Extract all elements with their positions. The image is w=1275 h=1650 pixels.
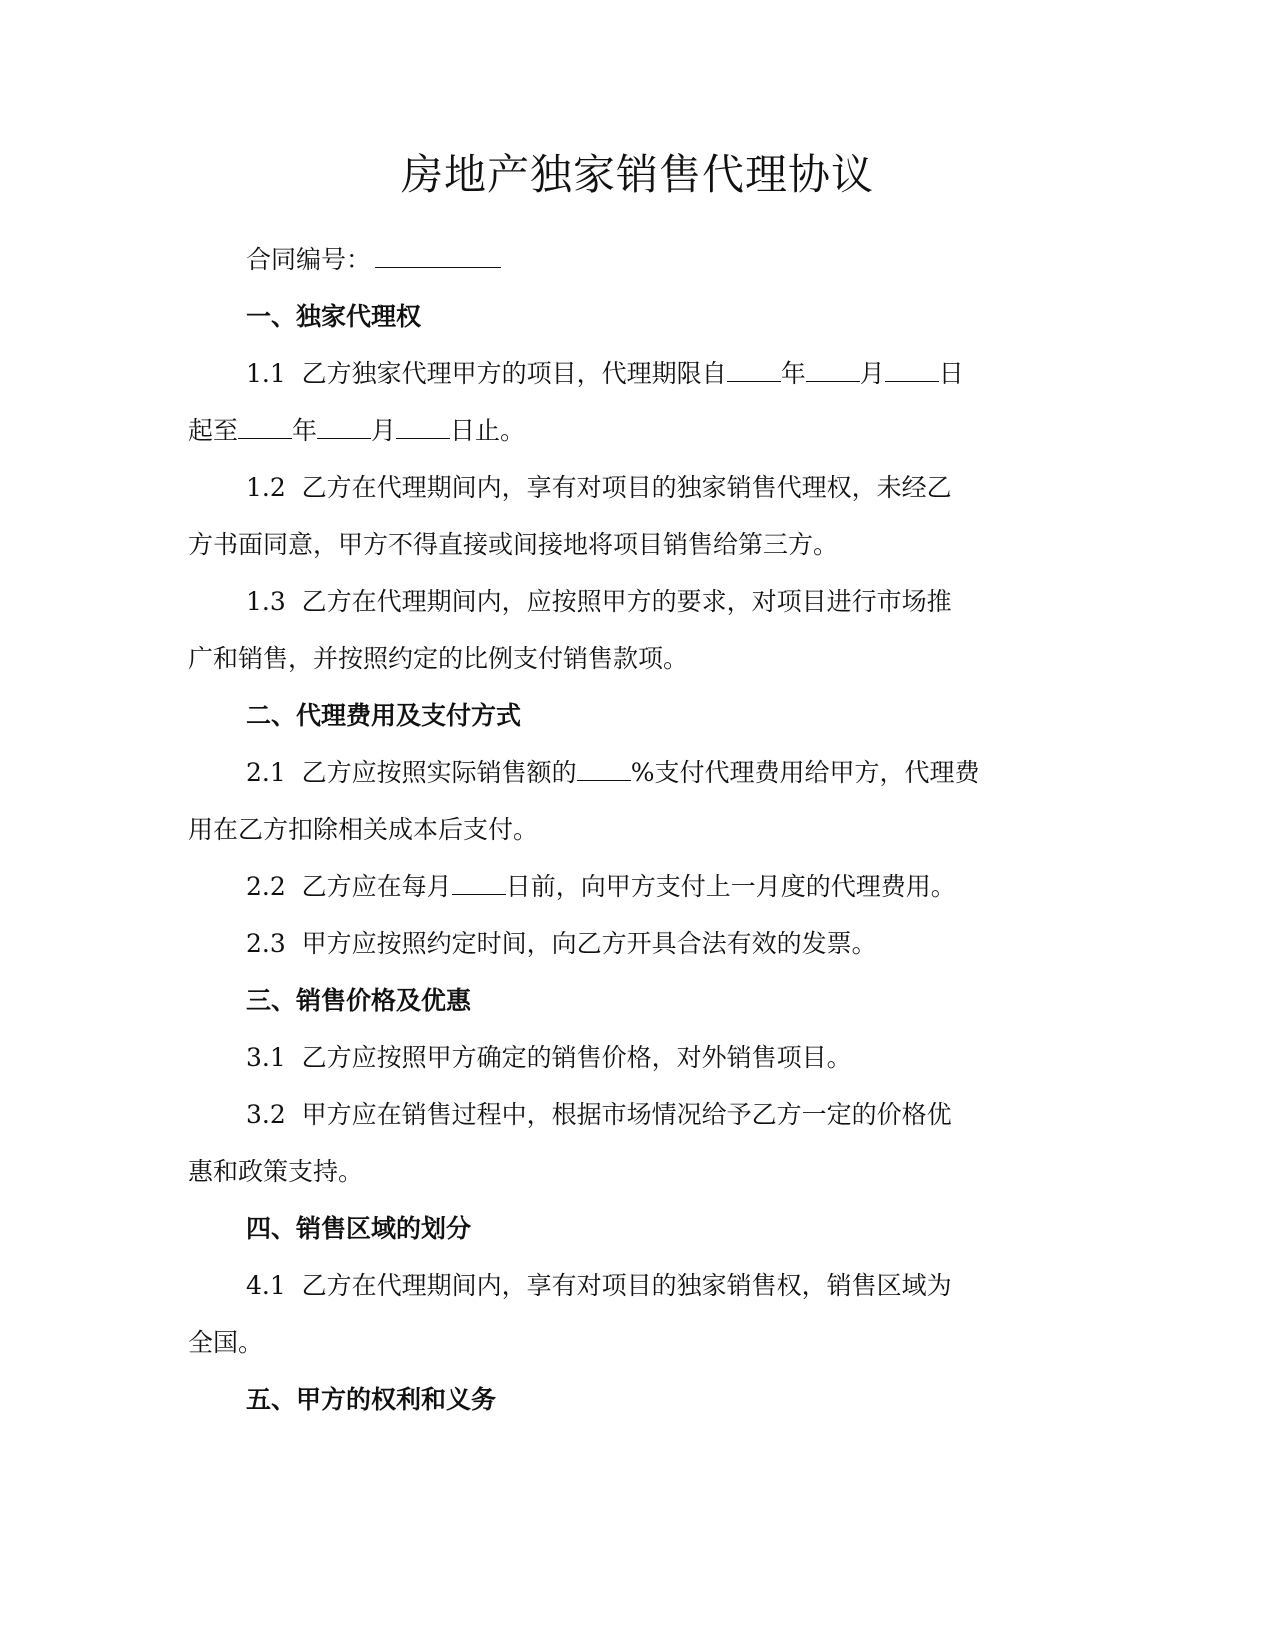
- clause-text: 起至: [188, 416, 239, 445]
- clause-4-1-line-1: [188, 1257, 1088, 1314]
- fill-blank: [317, 412, 371, 439]
- clause-1-2-line-2: 方书面同意，甲方不得直接或间接地将项目销售给第三方。: [188, 530, 839, 559]
- clause-text: 月: [371, 416, 397, 445]
- clause-number: 1.1: [246, 359, 286, 388]
- fill-blank: [885, 355, 939, 382]
- clause-1-3-line-2: 广和销售，并按照约定的比例支付销售款项。: [188, 644, 689, 673]
- clause-text: 月: [859, 359, 885, 388]
- clause-text: 甲方应按照约定时间，向乙方开具合法有效的发票。: [301, 929, 877, 958]
- clause-text: 日: [938, 359, 964, 388]
- clause-4-1-line-2: 全国。: [188, 1328, 264, 1357]
- clause-1-1-line-2: [188, 402, 1088, 459]
- fill-blank: [396, 412, 450, 439]
- clause-2-1-line-2: 用在乙方扣除相关成本后支付。: [188, 815, 539, 844]
- fill-blank: [452, 868, 506, 895]
- clause-text: 年: [780, 359, 806, 388]
- clause-text: 乙方在代理期间内，享有对项目的独家销售权，销售区域为: [301, 1271, 952, 1300]
- clause-text: 日止。: [450, 416, 526, 445]
- contract-number-blank: [375, 241, 501, 268]
- clause-number: 3.2: [246, 1100, 286, 1129]
- clause-number: 2.1: [246, 758, 286, 787]
- clause-text: 日前，向甲方支付上一月度的代理费用。: [505, 872, 956, 901]
- document-title: 房地产独家销售代理协议: [400, 150, 874, 199]
- clause-number: 3.1: [246, 1043, 286, 1072]
- fill-blank: [806, 355, 860, 382]
- contract-number-label: 合同编号：: [246, 245, 372, 274]
- clause-text: %支付代理费用给甲方，代理费: [630, 758, 980, 787]
- contract-number-line: [188, 231, 1088, 288]
- section-heading-4: 四、销售区域的划分: [246, 1214, 472, 1243]
- document-body: [188, 231, 1088, 1428]
- clause-1-3-line-1: [188, 573, 1088, 630]
- clause-1-2-line-1: [188, 459, 1088, 516]
- clause-text: 年: [292, 416, 318, 445]
- section-heading-5: 五、甲方的权利和义务: [246, 1385, 497, 1414]
- clause-2-2-line-1: [188, 858, 1088, 915]
- clause-text: 甲方应在销售过程中，根据市场情况给予乙方一定的价格优: [301, 1100, 952, 1129]
- clause-text: 乙方独家代理甲方的项目，代理期限自: [301, 359, 727, 388]
- clause-1-1-line-1: [188, 345, 1088, 402]
- clause-number: 2.2: [246, 872, 286, 901]
- fill-blank: [577, 754, 631, 781]
- clause-text: 乙方应按照甲方确定的销售价格，对外销售项目。: [301, 1043, 852, 1072]
- clause-text: 乙方应在每月: [301, 872, 452, 901]
- clause-2-1-line-1: [188, 744, 1088, 801]
- clause-number: 1.3: [246, 587, 286, 616]
- clause-text: 乙方应按照实际销售额的: [301, 758, 577, 787]
- section-heading-1: 一、独家代理权: [246, 302, 422, 331]
- clause-text: 乙方在代理期间内，享有对项目的独家销售代理权，未经乙: [301, 473, 952, 502]
- clause-number: 1.2: [246, 473, 286, 502]
- clause-text: 乙方在代理期间内，应按照甲方的要求，对项目进行市场推: [301, 587, 952, 616]
- section-heading-3: 三、销售价格及优惠: [246, 986, 472, 1015]
- clause-3-2-line-1: [188, 1086, 1088, 1143]
- section-heading-2: 二、代理费用及支付方式: [246, 701, 522, 730]
- clause-2-3-line-1: [188, 915, 1088, 972]
- clause-number: 4.1: [246, 1271, 286, 1300]
- clause-number: 2.3: [246, 929, 286, 958]
- fill-blank: [238, 412, 292, 439]
- clause-3-1-line-1: [188, 1029, 1088, 1086]
- fill-blank: [727, 355, 781, 382]
- clause-3-2-line-2: 惠和政策支持。: [188, 1157, 364, 1186]
